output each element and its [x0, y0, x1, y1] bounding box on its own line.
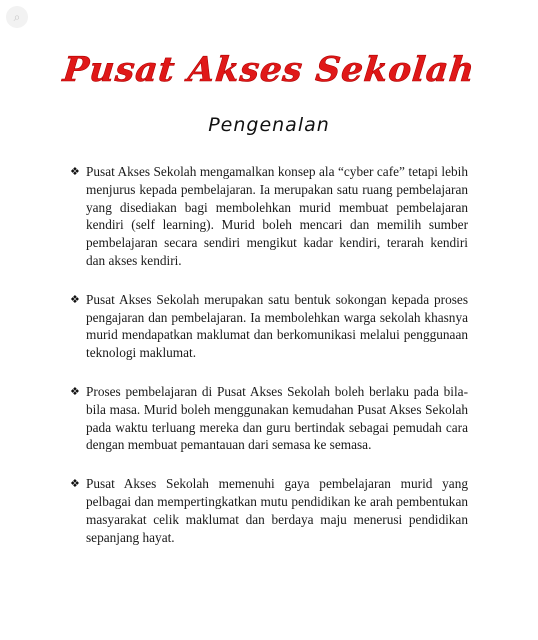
document-body	[70, 163, 468, 567]
bullet-paragraph	[70, 383, 468, 454]
paragraph-text: Pusat Akses Sekolah mengamalkan konsep ala “cyber cafe” tetapi lebih menjurus kepada pembelajaran. Ia merupakan satu ruang pembelajaran yang disediakan bagi membolehkan murid membuat pembelajaran kendiri (self learning). Murid boleh mencari dan memilih sumber pembelajaran secara sendiri mengikut kadar kendiri, terarah kendiri dan akses kendiri.	[86, 164, 468, 268]
diamond-bullet-icon: ❖	[70, 477, 80, 491]
paragraph-text: Proses pembelajaran di Pusat Akses Sekolah boleh berlaku pada bila-bila masa. Murid boleh menggunakan kemudahan Pusat Akses Sekolah pada waktu terluang mereka dan guru bertindak sebagai pemudah cara dengan membuat pemantauan dari semasa ke semasa.	[86, 383, 468, 453]
diamond-bullet-icon: ❖	[70, 384, 80, 398]
section-heading: Pengenalan	[208, 114, 330, 136]
bullet-paragraph	[70, 291, 468, 362]
page-title: Pusat Akses Sekolah	[61, 50, 477, 90]
diamond-bullet-icon: ❖	[70, 292, 80, 306]
bullet-paragraph	[70, 163, 468, 270]
diamond-bullet-icon: ❖	[70, 165, 80, 178]
zoom-icon[interactable]: ⌕	[6, 6, 28, 28]
bullet-paragraph	[70, 475, 468, 546]
paragraph-text: Pusat Akses Sekolah merupakan satu bentuk sokongan kepada proses pengajaran dan pembelajaran. Ia membolehkan warga sekolah khasnya murid mendapatkan maklumat dan berkomunikasi melalui penggunaan teknologi maklumat.	[86, 291, 468, 361]
paragraph-text: Pusat Akses Sekolah memenuhi gaya pembelajaran murid yang pelbagai dan mempertingkatkan mutu pendidikan ke arah pembentukan masyarakat celik maklumat dan berdaya maju menerusi pendidikan sepanjang hayat.	[86, 476, 468, 545]
